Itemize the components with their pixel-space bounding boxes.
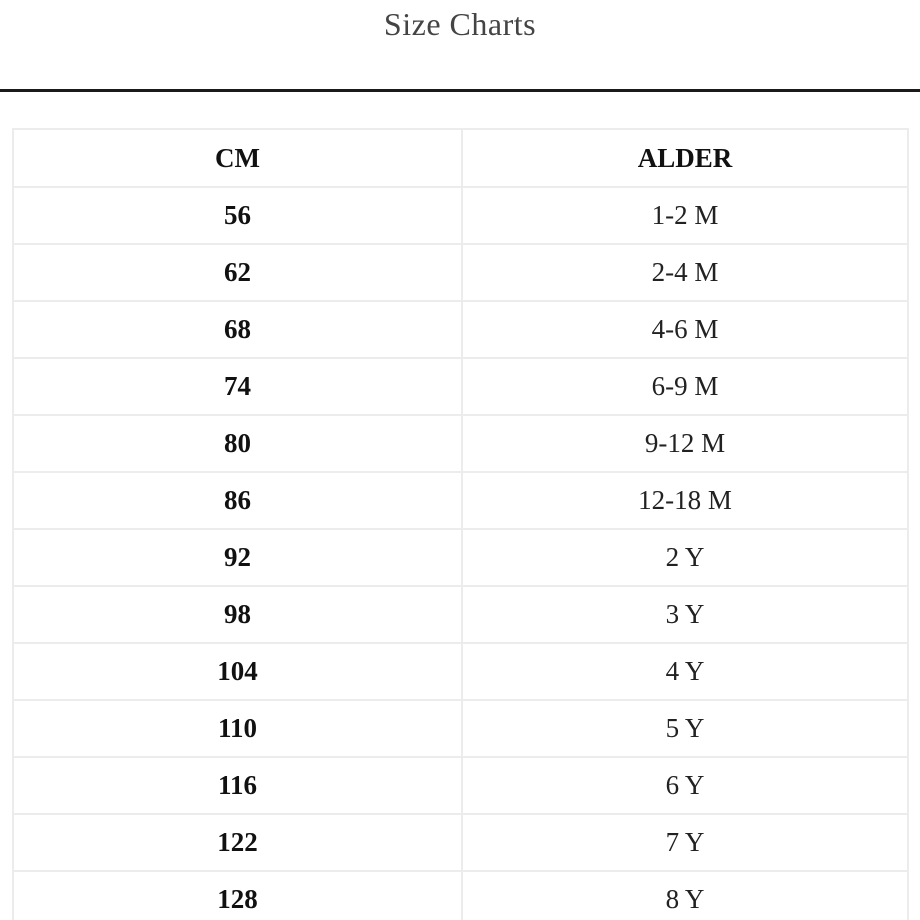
- alder-cell: 4-6 M: [462, 301, 907, 358]
- cm-cell: 104: [14, 643, 462, 700]
- alder-cell: 7 Y: [462, 814, 907, 871]
- cm-cell: 86: [14, 472, 462, 529]
- alder-cell: 12-18 M: [462, 472, 907, 529]
- alder-cell: 6-9 M: [462, 358, 907, 415]
- cm-cell: 92: [14, 529, 462, 586]
- cm-cell: 110: [14, 700, 462, 757]
- table-row: [14, 814, 907, 871]
- table-row: [14, 643, 907, 700]
- cm-cell: 128: [14, 871, 462, 920]
- cm-cell: 98: [14, 586, 462, 643]
- cm-cell: 122: [14, 814, 462, 871]
- title-divider: [0, 89, 920, 92]
- table-header-row: [14, 130, 907, 187]
- cm-cell: 116: [14, 757, 462, 814]
- table-row: [14, 415, 907, 472]
- alder-cell: 2-4 M: [462, 244, 907, 301]
- alder-cell: 3 Y: [462, 586, 907, 643]
- cm-cell: 74: [14, 358, 462, 415]
- table-row: [14, 757, 907, 814]
- table-row: [14, 586, 907, 643]
- column-header-alder: ALDER: [462, 130, 907, 187]
- size-chart-table: [12, 128, 909, 920]
- table-row: [14, 529, 907, 586]
- alder-cell: 5 Y: [462, 700, 907, 757]
- table-row: [14, 187, 907, 244]
- cm-cell: 68: [14, 301, 462, 358]
- alder-cell: 2 Y: [462, 529, 907, 586]
- table-row: [14, 358, 907, 415]
- table-row: [14, 472, 907, 529]
- cm-cell: 62: [14, 244, 462, 301]
- table-row: [14, 301, 907, 358]
- column-header-cm: CM: [14, 130, 462, 187]
- table-row: [14, 871, 907, 920]
- alder-cell: 4 Y: [462, 643, 907, 700]
- cm-cell: 80: [14, 415, 462, 472]
- cm-cell: 56: [14, 187, 462, 244]
- table-row: [14, 244, 907, 301]
- alder-cell: 9-12 M: [462, 415, 907, 472]
- alder-cell: 8 Y: [462, 871, 907, 920]
- table-row: [14, 700, 907, 757]
- page-title: Size Charts: [383, 6, 537, 42]
- alder-cell: 1-2 M: [462, 187, 907, 244]
- alder-cell: 6 Y: [462, 757, 907, 814]
